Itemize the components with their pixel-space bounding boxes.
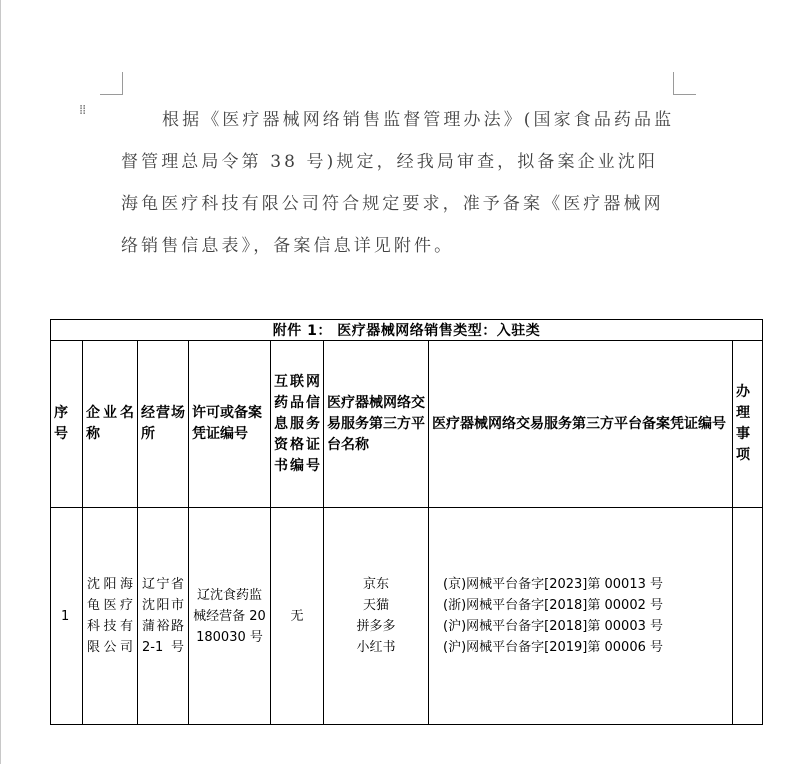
cell-company: 沈阳海龟医疗科技有限公司 bbox=[83, 508, 138, 725]
cell-internet-drug: 无 bbox=[271, 508, 324, 725]
cell-license: 辽沈食药监械经营备 20180030 号 bbox=[189, 508, 271, 725]
header-internet-drug: 互联网药品信息服务资格证书编号 bbox=[271, 341, 324, 508]
header-location: 经营场所 bbox=[138, 341, 189, 508]
cell-matters bbox=[733, 508, 763, 725]
platform-name: 拼多多 bbox=[356, 619, 396, 634]
attachment-table bbox=[50, 319, 763, 725]
attachment-title: 附件 1： 医疗器械网络销售类型：入驻类 bbox=[51, 320, 763, 341]
cell-platform-certs bbox=[429, 508, 733, 725]
margin-corner-top-left bbox=[100, 72, 123, 95]
cell-platforms bbox=[324, 508, 429, 725]
platform-name: 京东 bbox=[362, 577, 389, 592]
intro-paragraph: 根据《医疗器械网络销售监督管理办法》(国家食品药品监督管理总局令第 38 号)规定，经我局审查，拟备案企业沈阳海龟医疗科技有限公司符合规定要求，准予备案《医疗器械网络销售信息表》，备案信息详见附件。 bbox=[121, 110, 675, 256]
header-license: 许可或备案凭证编号 bbox=[189, 341, 271, 508]
platform-cert: (京)网械平台备字[2023]第 00013 号 bbox=[443, 577, 663, 592]
header-matters: 办理事项 bbox=[733, 341, 763, 508]
margin-corner-top-right bbox=[673, 72, 696, 95]
platform-name: 天猫 bbox=[362, 598, 389, 613]
header-platform: 医疗器械网络交易服务第三方平台名称 bbox=[324, 341, 429, 508]
cell-no: 1 bbox=[51, 508, 83, 725]
header-no: 序号 bbox=[51, 341, 83, 508]
page-edge bbox=[0, 0, 1, 764]
header-company: 企业名称 bbox=[83, 341, 138, 508]
platform-cert: (沪)网械平台备字[2018]第 00003 号 bbox=[443, 619, 663, 634]
platform-cert: (浙)网械平台备字[2018]第 00002 号 bbox=[443, 598, 663, 613]
drag-handle-icon[interactable]: ⁞⁞ bbox=[79, 103, 86, 118]
cell-location: 辽宁省沈阳市蒲裕路 2-1 号 bbox=[138, 508, 189, 725]
header-platform-cert: 医疗器械网络交易服务第三方平台备案凭证编号 bbox=[429, 341, 733, 508]
platform-cert: (沪)网械平台备字[2019]第 00006 号 bbox=[443, 640, 663, 655]
platform-name: 小红书 bbox=[356, 640, 396, 655]
table-row bbox=[51, 508, 763, 725]
